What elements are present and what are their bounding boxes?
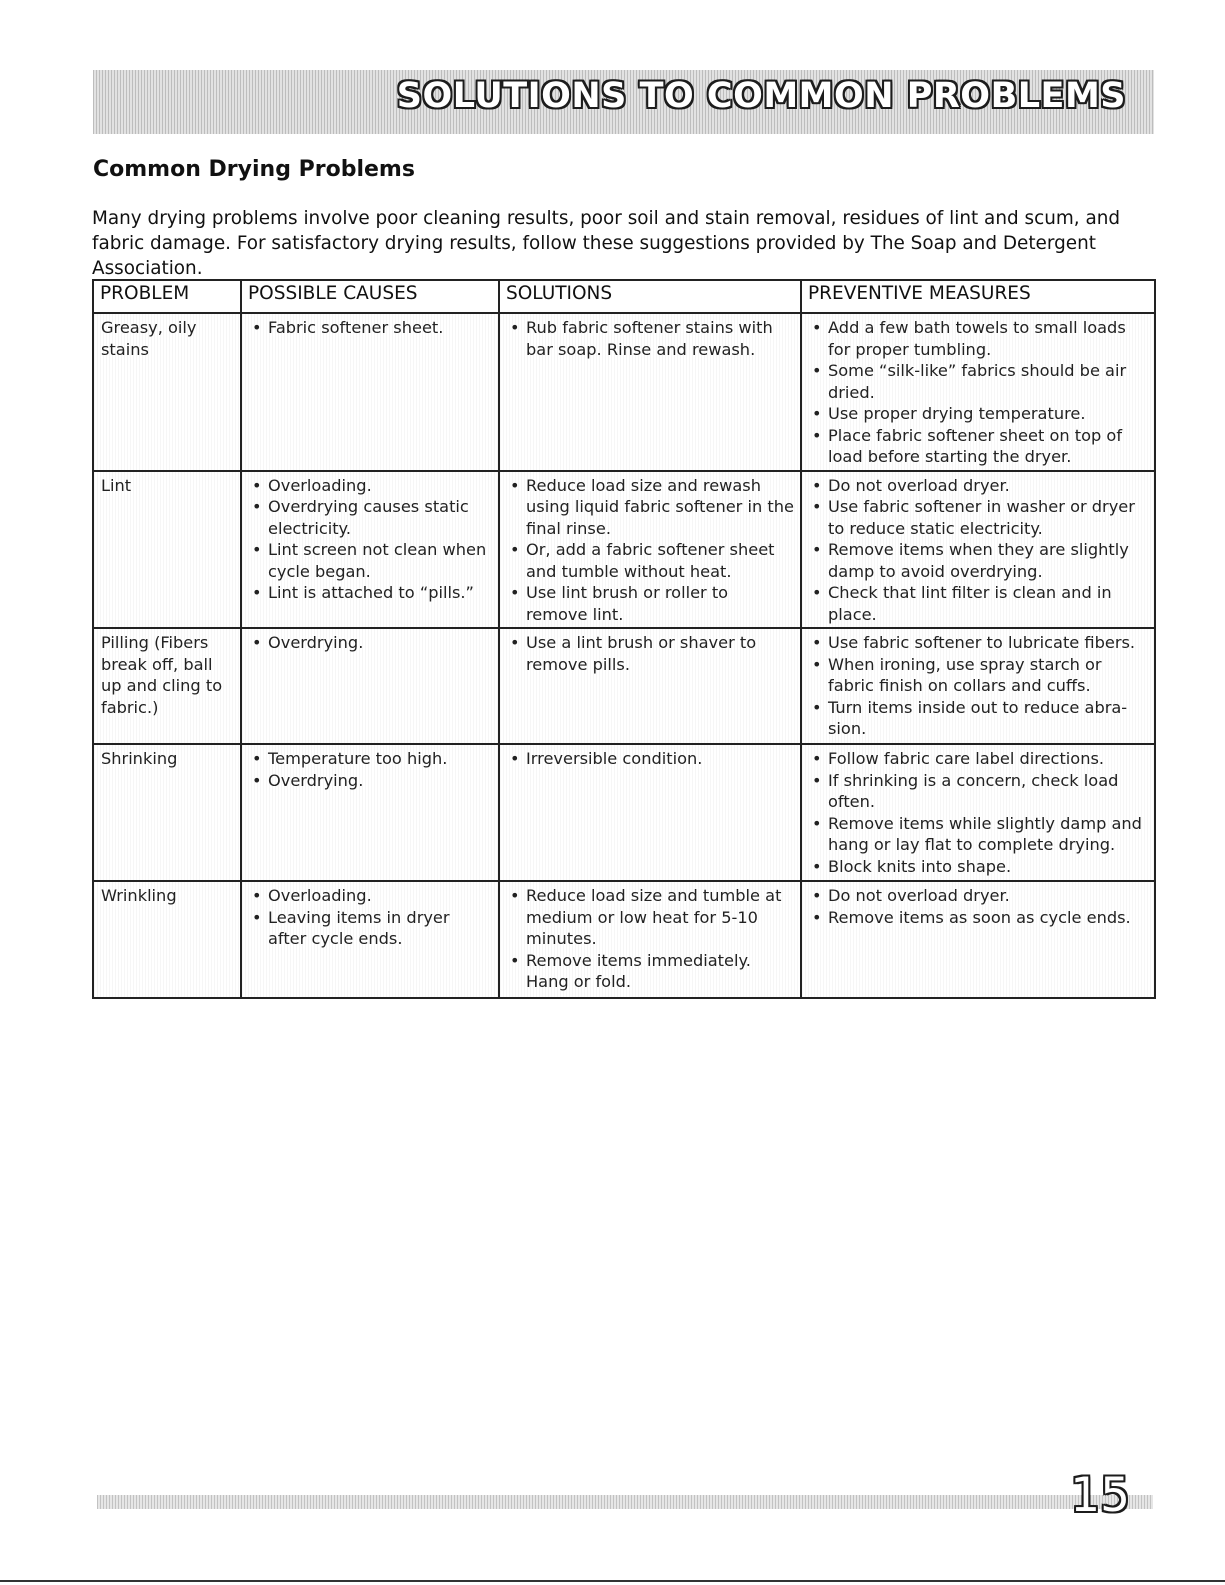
list-item: • Some “silk-like” fabrics should be air dried.	[808, 360, 1148, 403]
causes-cell	[241, 744, 499, 881]
list-item: • Overdrying causes static electricity.	[248, 496, 492, 539]
solutions-list	[506, 632, 794, 675]
table-row	[93, 471, 1155, 629]
list-item: • Lint is attached to “pills.”	[248, 582, 492, 604]
solutions-cell	[499, 628, 801, 744]
measures-list	[808, 475, 1148, 626]
section-heading: Common Drying Problems	[93, 157, 415, 182]
solutions-cell	[499, 881, 801, 998]
list-item: • Remove items immediately. Hang or fold.	[506, 950, 794, 993]
banner-title: SOLUTIONS TO COMMON PROBLEMS	[396, 76, 1126, 116]
list-item: • When ironing, use spray starch or fabric finish on collars and cuffs.	[808, 654, 1148, 697]
list-item: • Use fabric softener to lubricate fibers.	[808, 632, 1148, 654]
list-item: • Add a few bath towels to small loads for proper tumbling.	[808, 317, 1148, 360]
causes-list	[248, 317, 492, 339]
causes-cell	[241, 471, 499, 629]
solutions-list	[506, 317, 794, 360]
measures-list	[808, 317, 1148, 468]
list-item: • Or, add a fabric softener sheet and tumble without heat.	[506, 539, 794, 582]
table-row	[93, 628, 1155, 744]
list-item: • Lint screen not clean when cycle began.	[248, 539, 492, 582]
list-item: • Do not overload dryer.	[808, 885, 1148, 907]
measures-list	[808, 748, 1148, 877]
list-item: • Use lint brush or roller to remove lint.	[506, 582, 794, 625]
measures-cell	[801, 744, 1155, 881]
list-item: • Use fabric softener in washer or dryer to reduce static electricity.	[808, 496, 1148, 539]
solutions-cell	[499, 744, 801, 881]
table-body	[93, 313, 1155, 998]
list-item: • Irreversible condition.	[506, 748, 794, 770]
causes-cell	[241, 313, 499, 471]
causes-list	[248, 748, 492, 791]
list-item: • Overloading.	[248, 475, 492, 497]
causes-cell	[241, 881, 499, 998]
list-item: • Remove items when they are slightly damp to avoid overdrying.	[808, 539, 1148, 582]
causes-list	[248, 885, 492, 950]
list-item: • Do not overload dryer.	[808, 475, 1148, 497]
list-item: • Leaving items in dryer after cycle ends.	[248, 907, 492, 950]
bottom-rule	[0, 1580, 1225, 1582]
list-item: • Fabric softener sheet.	[248, 317, 492, 339]
intro-paragraph: Many drying problems involve poor cleaning results, poor soil and stain removal, residues of lint and scum, and fabric damage. For satisfactory drying results, follow these suggestions provided by The Soap and Detergent Association.	[92, 208, 1121, 279]
measures-list	[808, 885, 1148, 928]
list-item: • Overdrying.	[248, 770, 492, 792]
list-item: • Check that lint filter is clean and in place.	[808, 582, 1148, 625]
solutions-cell	[499, 313, 801, 471]
causes-cell	[241, 628, 499, 744]
causes-list	[248, 632, 492, 654]
list-item: • Overloading.	[248, 885, 492, 907]
problems-table	[92, 279, 1156, 999]
problem-cell: Pilling (Fibers break off, ball up and cling to fabric.)	[93, 628, 241, 744]
list-item: • Use proper drying temperature.	[808, 403, 1148, 425]
list-item: • Temperature too high.	[248, 748, 492, 770]
solutions-list	[506, 475, 794, 626]
solutions-cell	[499, 471, 801, 629]
list-item: • Remove items while slightly damp and hang or lay flat to complete drying.	[808, 813, 1148, 856]
measures-list	[808, 632, 1148, 740]
problem-cell: Lint	[93, 471, 241, 629]
list-item: • Reduce load size and rewash using liquid fabric softener in the final rinse.	[506, 475, 794, 540]
list-item: • Remove items as soon as cycle ends.	[808, 907, 1148, 929]
table-row	[93, 881, 1155, 998]
table-row	[93, 313, 1155, 471]
solutions-list	[506, 885, 794, 993]
header-solutions: SOLUTIONS	[499, 280, 801, 313]
table-header-row	[93, 280, 1155, 313]
list-item: • Overdrying.	[248, 632, 492, 654]
problem-cell: Wrinkling	[93, 881, 241, 998]
measures-cell	[801, 628, 1155, 744]
solutions-list	[506, 748, 794, 770]
list-item: • Reduce load size and tumble at medium or low heat for 5-10 minutes.	[506, 885, 794, 950]
table-row	[93, 744, 1155, 881]
measures-cell	[801, 313, 1155, 471]
page-banner	[93, 70, 1154, 134]
list-item: • Place fabric softener sheet on top of load before starting the dryer.	[808, 425, 1148, 468]
page-number: 15	[1070, 1468, 1130, 1523]
problem-cell: Greasy, oily stains	[93, 313, 241, 471]
list-item: • Rub fabric softener stains with bar soap. Rinse and rewash.	[506, 317, 794, 360]
list-item: • Turn items inside out to reduce abra-sion.	[808, 697, 1148, 740]
problem-cell: Shrinking	[93, 744, 241, 881]
header-possible-causes: POSSIBLE CAUSES	[241, 280, 499, 313]
causes-list	[248, 475, 492, 604]
list-item: • Block knits into shape.	[808, 856, 1148, 878]
footer-bar	[97, 1495, 1153, 1509]
list-item: • Use a lint brush or shaver to remove pills.	[506, 632, 794, 675]
header-problem: PROBLEM	[93, 280, 241, 313]
measures-cell	[801, 881, 1155, 998]
measures-cell	[801, 471, 1155, 629]
list-item: • If shrinking is a concern, check load often.	[808, 770, 1148, 813]
list-item: • Follow fabric care label directions.	[808, 748, 1148, 770]
header-preventive-measures: PREVENTIVE MEASURES	[801, 280, 1155, 313]
